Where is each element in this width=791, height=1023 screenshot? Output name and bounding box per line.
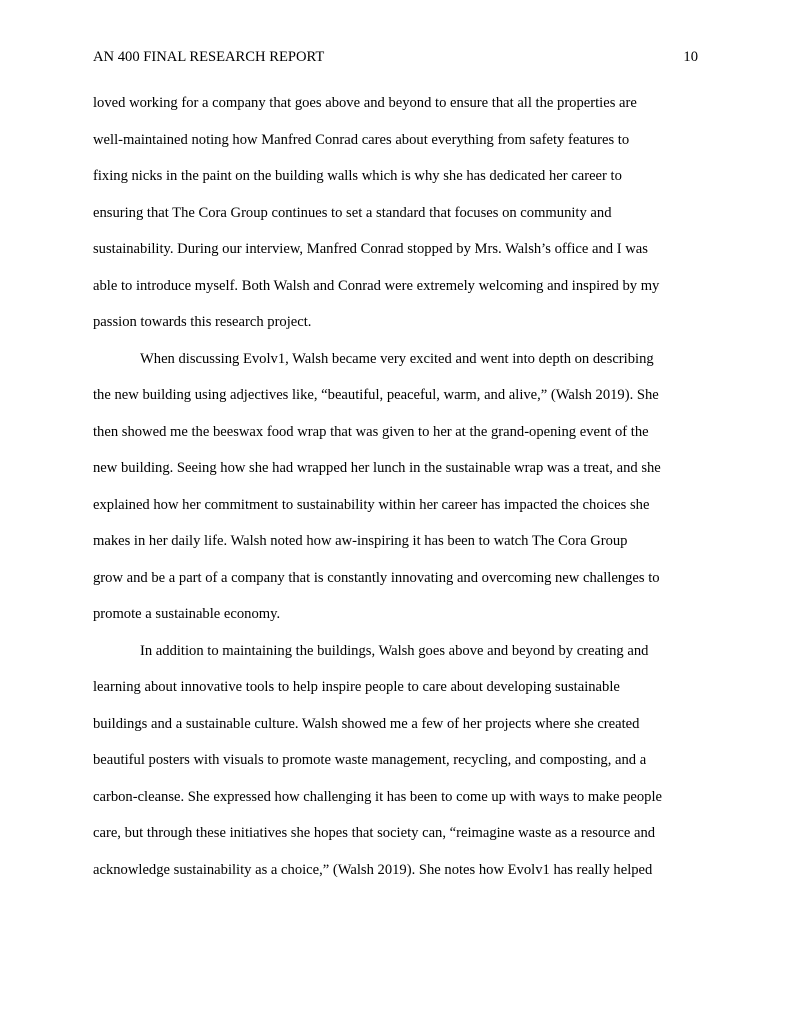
text-line: carbon-cleanse. She expressed how challenging it has been to come up with ways to make people [93, 788, 662, 805]
body-text [93, 92, 699, 895]
running-head-title: AN 400 FINAL RESEARCH REPORT [93, 49, 325, 65]
text-line: new building. Seeing how she had wrapped her lunch in the sustainable wrap was a treat, and she [93, 460, 661, 476]
text-line: then showed me the beeswax food wrap that was given to her at the grand-opening event of the [93, 423, 649, 440]
page-number: 10 [683, 49, 698, 65]
text-line: beautiful posters with visuals to promote waste management, recycling, and composting, and a [93, 752, 647, 768]
text-line: passion towards this research project. [93, 314, 312, 330]
text-line: learning about innovative tools to help inspire people to care about developing sustainable [93, 679, 620, 695]
text-line: the new building using adjectives like, “beautiful, peaceful, warm, and alive,” (Walsh 2019). She [93, 387, 659, 403]
text-line: acknowledge sustainability as a choice,” (Walsh 2019). She notes how Evolv1 has really helped [93, 861, 653, 878]
text-line: ensuring that The Cora Group continues to set a standard that focuses on community and [93, 204, 612, 221]
text-line: explained how her commitment to sustainability within her career has impacted the choices she [93, 496, 650, 513]
paragraph-first-line: When discussing Evolv1, Walsh became very excited and went into depth on describing [140, 350, 654, 367]
running-head [93, 46, 698, 68]
paragraph-first-line: In addition to maintaining the buildings, Walsh goes above and beyond by creating and [140, 642, 649, 659]
text-line: loved working for a company that goes above and beyond to ensure that all the properties are [93, 95, 637, 111]
text-line: grow and be a part of a company that is constantly innovating and overcoming new challenges to [93, 569, 660, 586]
text-line: promote a sustainable economy. [93, 606, 281, 622]
text-line: makes in her daily life. Walsh noted how aw-inspiring it has been to watch The Cora Group [93, 533, 628, 549]
text-line: able to introduce myself. Both Walsh and Conrad were extremely welcoming and inspired by my [93, 277, 660, 294]
text-line: care, but through these initiatives she hopes that society can, “reimagine waste as a resource and [93, 825, 656, 841]
text-line: fixing nicks in the paint on the building walls which is why she has dedicated her career to [93, 168, 622, 184]
text-line: buildings and a sustainable culture. Walsh showed me a few of her projects where she created [93, 715, 640, 732]
text-line: sustainability. During our interview, Manfred Conrad stopped by Mrs. Walsh’s office and I was [93, 241, 648, 257]
text-line: well-maintained noting how Manfred Conrad cares about everything from safety features to [93, 131, 630, 148]
